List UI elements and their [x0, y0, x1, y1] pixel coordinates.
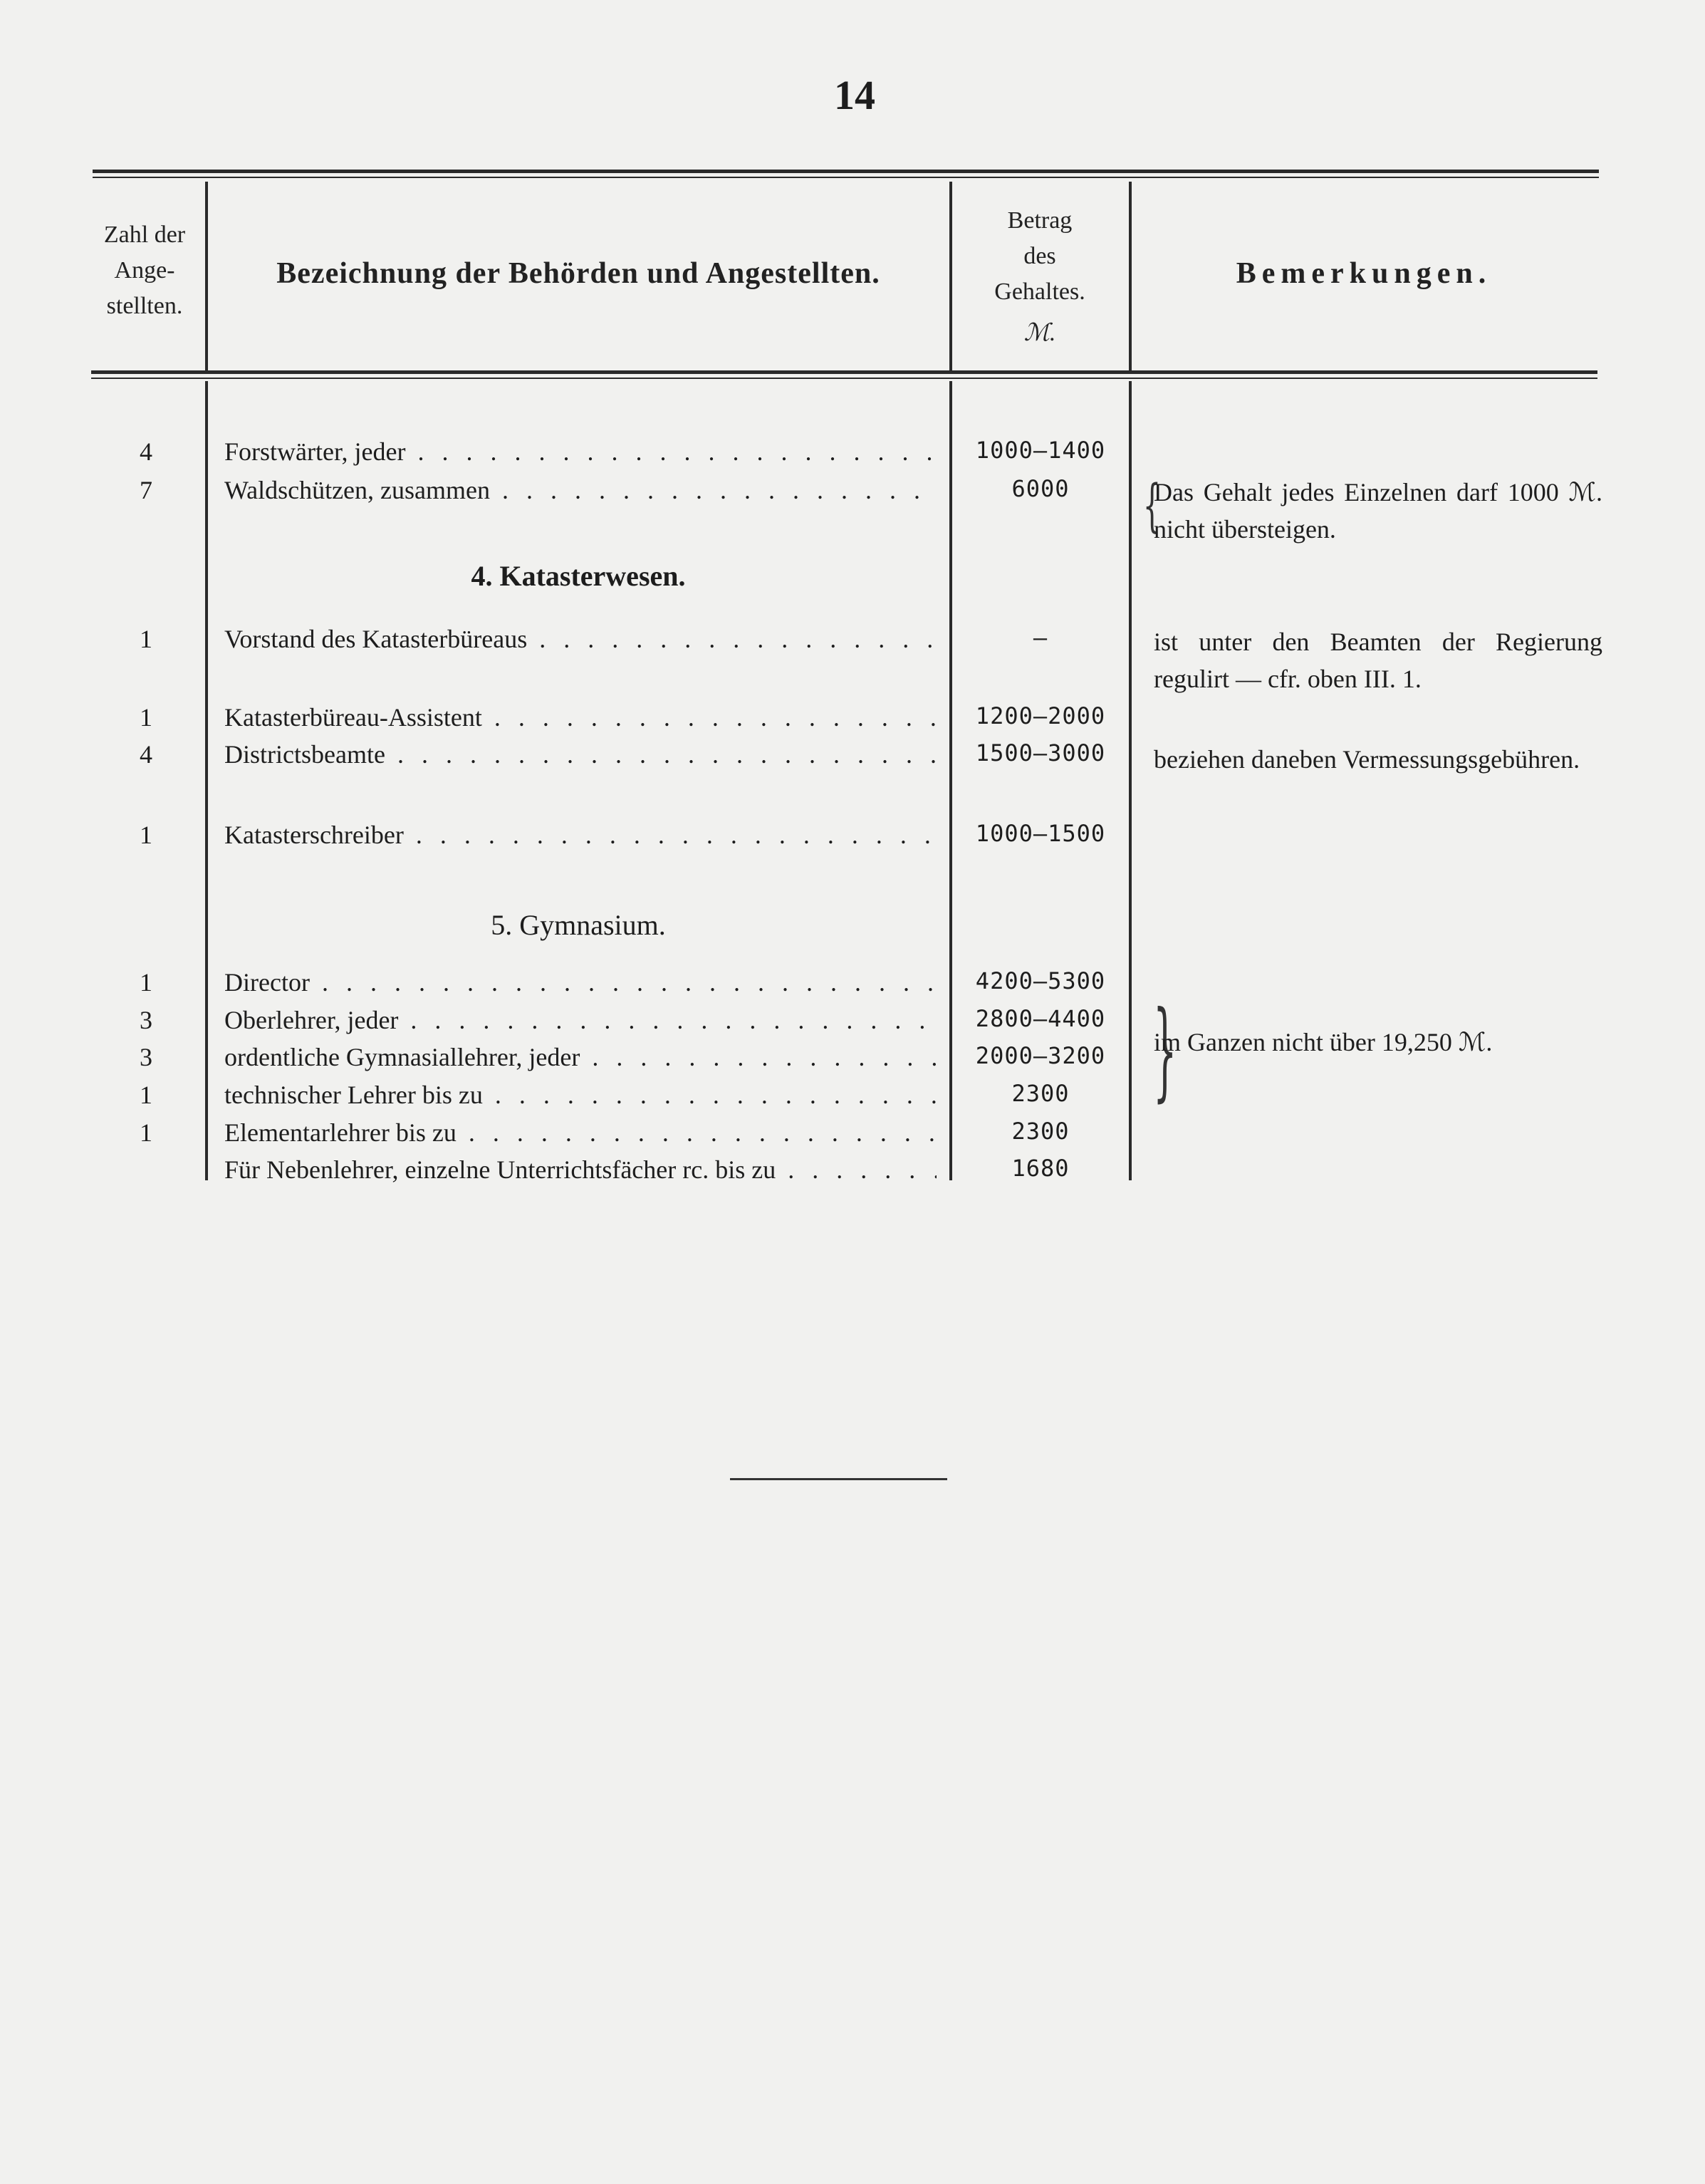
header-remarks: Bemerkungen. — [1236, 257, 1492, 290]
row-count: 4 — [140, 740, 152, 769]
row-salary: 2800—4400 — [975, 1005, 1106, 1032]
header-divider-2 — [949, 182, 952, 370]
row-name: ordentliche Gymnasiallehrer, jeder . . . — [224, 1042, 937, 1072]
header-count-line1: Zahl der — [103, 222, 186, 248]
row-name: Elementarlehrer bis zu . . . — [224, 1118, 937, 1148]
row-count: 1 — [140, 1081, 152, 1109]
row-count: 7 — [140, 476, 152, 504]
row-salary: — — [1033, 624, 1048, 651]
header-salary-line1: Betrag — [1007, 207, 1073, 234]
row-salary: 4200—5300 — [975, 967, 1106, 994]
brace-waldschuetzen: { — [1142, 472, 1162, 539]
row-salary: 1500—3000 — [975, 739, 1106, 766]
header-bottom-rule-thick — [91, 370, 1597, 374]
row-salary: 1680 — [1011, 1155, 1070, 1182]
row-salary: 6000 — [1011, 475, 1070, 502]
header-salary — [954, 203, 1125, 351]
row-count: 4 — [140, 437, 152, 466]
row-count: 1 — [140, 968, 152, 997]
header-count-line3: stellten. — [106, 293, 183, 319]
table-row — [0, 1150, 1705, 1189]
row-name: Oberlehrer, jeder . . . — [224, 1005, 937, 1035]
row-count: 3 — [140, 1006, 152, 1034]
row-name: Katasterbüreau-Assistent . . . — [224, 702, 937, 732]
header-salary-line3: Gehaltes. — [994, 279, 1085, 305]
header-bottom-rule-thin — [91, 378, 1597, 379]
page-number: 14 — [834, 72, 875, 118]
top-rule-thick — [93, 170, 1599, 173]
remark-gymnasium: im Ganzen nicht über 19,250 ℳ. — [1154, 1028, 1493, 1056]
row-name: technischer Lehrer bis zu . . . — [224, 1080, 937, 1110]
table-row — [0, 963, 1705, 1002]
row-count: 1 — [140, 1118, 152, 1147]
row-salary: 2300 — [1011, 1080, 1070, 1107]
row-name: Districtsbeamte . . . — [224, 739, 937, 769]
header-salary-line2: des — [1023, 243, 1056, 269]
table-row — [0, 816, 1705, 854]
remark-districtsbeamte: beziehen daneben Vermessungsgebühren. — [1154, 745, 1580, 774]
row-count: 1 — [140, 821, 152, 849]
header-salary-currency: ℳ. — [1023, 320, 1056, 346]
row-salary: 2000—3200 — [975, 1042, 1106, 1069]
row-count: 3 — [140, 1043, 152, 1071]
row-name: Waldschützen, zusammen . . . — [224, 475, 937, 505]
top-rule-thin — [93, 177, 1599, 178]
section-title-gymnasium: 5. Gymnasium. — [491, 909, 666, 941]
row-salary: 1000—1400 — [975, 437, 1106, 464]
row-name: Forstwärter, jeder . . . — [224, 437, 937, 467]
header-count — [84, 217, 205, 324]
footer-rule — [730, 1478, 947, 1480]
header-count-line2: Ange- — [114, 257, 175, 284]
section-title-katasterwesen: 4. Katasterwesen. — [471, 560, 686, 592]
row-count: 1 — [140, 625, 152, 653]
table-row — [0, 1076, 1705, 1114]
remark-vorstand: ist unter den Beamten der Regierung regulirt — cfr. oben III. 1. — [1154, 628, 1602, 693]
row-salary: 2300 — [1011, 1118, 1070, 1145]
table-row — [0, 432, 1705, 471]
brace-gymnasium: } — [1153, 989, 1177, 1113]
row-count: 1 — [140, 703, 152, 732]
row-name: Director . . . — [224, 967, 937, 997]
header-name: Bezeichnung der Behörden und Angestellten. — [276, 257, 880, 290]
table-row — [0, 698, 1705, 737]
table-row — [0, 1113, 1705, 1152]
row-name: Vorstand des Katasterbüreaus . . . — [224, 624, 937, 654]
row-name: Für Nebenlehrer, einzelne Unterrichtsfächer rc. bis zu . . . — [224, 1155, 937, 1185]
row-salary: 1000—1500 — [975, 820, 1106, 847]
header-divider-3 — [1129, 182, 1132, 370]
row-name: Katasterschreiber . . . — [224, 820, 937, 850]
row-salary: 1200—2000 — [975, 702, 1106, 729]
remark-waldschuetzen: Das Gehalt jedes Einzelnen darf 1000 ℳ. nicht übersteigen. — [1154, 478, 1602, 544]
